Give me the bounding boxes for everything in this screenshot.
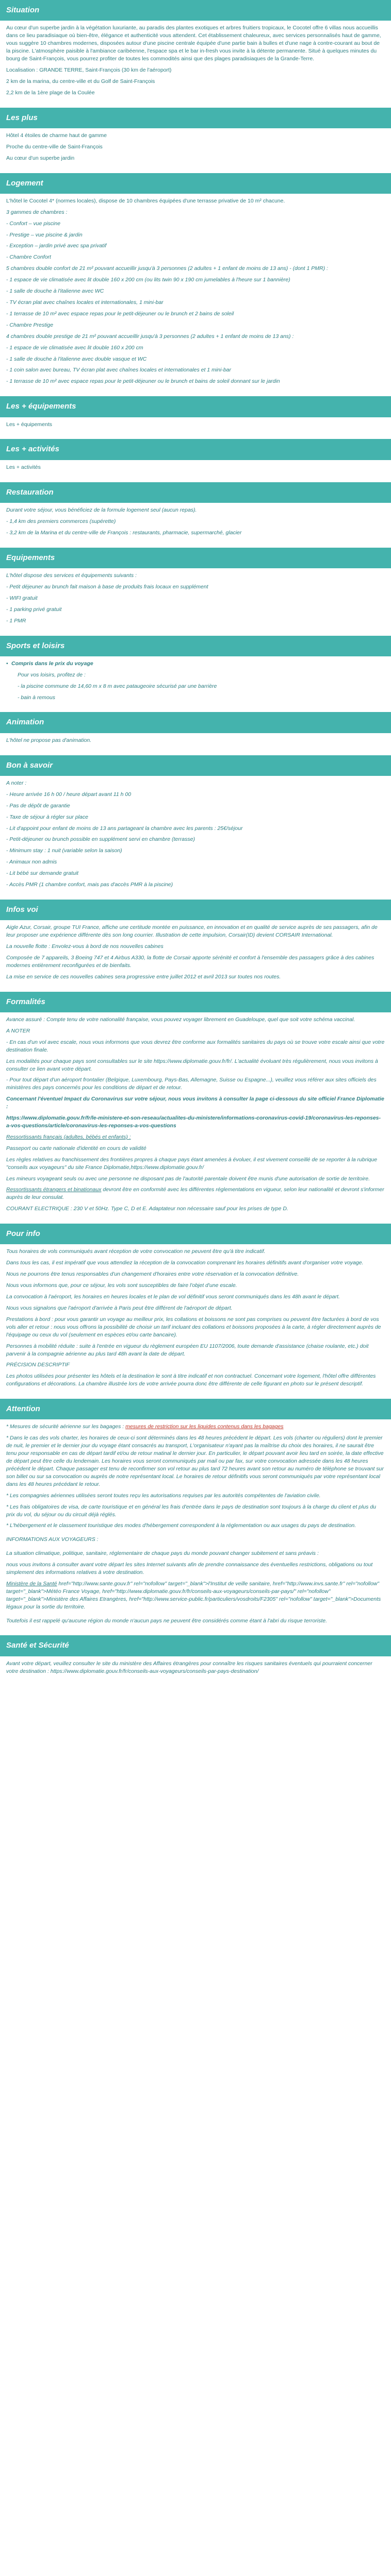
sports-item: - la piscine commune de 14,60 m x 8 m avec pataugeoire sécurisé par une barrière xyxy=(18,683,217,689)
logement-intro: L'hôtel le Cocotel 4* (normes locales), dispose de 10 chambres équipées d'une terrasse privative de 10 m² chacune. xyxy=(6,197,285,204)
prestige-line: - 1 terrasse de 10 m² avec espace repas pour le petit-déjeuner ou le brunch et bains de soleil donnant sur le jardin xyxy=(6,378,280,385)
plus-item: Proche du centre-ville de Saint-François xyxy=(6,143,103,150)
restauration-section xyxy=(0,482,391,548)
attention-bagages-text: * Mesures de sécurité aérienne sur les bagages : xyxy=(6,1423,124,1430)
equipements-title: Equipements xyxy=(0,548,391,568)
formalites-paragraph: Les modalités pour chaque pays sont consultables sur le site https://www.diplomatie.gouv.fr/fr/. L'actualité évoluant très régulièrement, nous vous invitons à consulter ce lien avant votre départ. xyxy=(6,1058,378,1072)
pour-info-section xyxy=(0,1224,391,1399)
bon-section xyxy=(0,755,391,900)
room-category: - Confort – vue piscine xyxy=(6,220,61,227)
localisation-line: Localisation : GRANDE TERRE, Saint-François (30 km de l'aéroport) xyxy=(6,66,172,73)
formalites-paragraph: - En cas d'un vol avec escale, nous vous informons que vous devrez être conforme aux formalités sanitaires du pays où se trouve votre escale ainsi que votre destination finale. xyxy=(6,1039,385,1053)
equipements-plus-title: Les + équipements xyxy=(0,396,391,417)
formalites-section xyxy=(0,992,391,1224)
sports-sublist xyxy=(6,671,385,702)
restauration-line: - 3,2 km de la Marina et du centre-ville de François : restaurants, pharmacie, supermarché, glacier xyxy=(6,529,242,536)
activites-plus-body: Les + activités xyxy=(6,464,41,470)
bon-line: - Heure arrivée 16 h 00 / heure départ avant 11 h 00 xyxy=(6,791,132,798)
infos-paragraph: Composée de 7 appareils, 3 Boeing 747 et 4 Airbus A330, la flotte de Corsair apporte sérénité et confort à l'ensemble des passagers grâce à des cabines modernes entièrement reconfigurées et de bienfaits. xyxy=(6,955,374,969)
coronavirus-notice: Concernant l'éventuel Impact du Coronavirus sur votre séjour, nous vous invitons à consulter la page ci-dessous du site officiel France Diplomatie : xyxy=(6,1096,384,1110)
confort-title: - Chambre Confort xyxy=(6,254,51,261)
sports-sub-intro: Pour vos loisirs, profitez de : xyxy=(18,671,86,678)
bon-line: - Pas de dépôt de garantie xyxy=(6,802,70,809)
bon-line: - Petit-déjeuner ou brunch possible en supplément servi en chambre (terrasse) xyxy=(6,836,195,843)
pour-info-paragraph: Prestations à bord : pour vous garantir un voyage au meilleur prix, les collations et boissons ne sont pas comprises ou peuvent être facturées à bord de vos vols aller et retour : nous vous offrons la possibilité de choisir un tarif incluant des collations et boissons proposées à la carte, à régler directement auprès de l'équipage ou ceux du vol (seulement en espèces et/ou carte bancaire). xyxy=(6,1316,381,1338)
etrangers-title: Ressortissants étrangers et binationaux xyxy=(6,1187,102,1193)
pour-info-paragraph: Tous horaires de vols communiqués avant réception de votre convocation ne peuvent être qu'à titre indicatif. xyxy=(6,1248,266,1255)
sports-included-label: Compris dans le prix du voyage xyxy=(11,660,93,667)
bon-line: - Animaux non admis xyxy=(6,859,57,866)
plus-item: Hôtel 4 étoiles de charme haut de gamme xyxy=(6,132,107,139)
ministere-links-text: href="http://www.sante.gouv.fr" rel="nofollow" target="_blank">l'Institut de veille sanitaire, href="http://www.invs.sante.fr" rel="nofollow" target="_blank">Météo France Voyage, href="http://www.diplomatie.gouv.fr/fr/conseils-aux-voyageurs/conseils-par-pays/" rel="nofollow" target="_blank">Ministère des Affaires Etrangères, href="http://www.service-public.fr/particuliers/vosdroits/F2305" rel="nofollow" target="_blank">Documents légaux pour la sortie du territoire. xyxy=(6,1580,381,1610)
bon-line: A noter : xyxy=(6,779,27,786)
equipements-line: - Petit déjeuner au brunch fait maison à base de produits frais locaux en supplément xyxy=(6,583,208,590)
etrangers-paragraph xyxy=(6,1186,385,1201)
prestige-line: 4 chambres double prestige de 21 m² pouvant accueillir jusqu'à 3 personnes (2 adultes + 1 enfant de moins de 13 ans) : xyxy=(6,333,294,340)
confort-line: 5 chambres double confort de 21 m² pouvant accueillir jusqu'à 3 personnes (2 adultes + 1 enfant de moins de 13 ans) - (dont 1 PMR) : xyxy=(6,265,328,272)
attention-paragraph: * L'hébergement et le classement touristique des modes d'hébergement correspondent à la réglementation ou aux usages du pays de destination. xyxy=(6,1522,356,1529)
pour-info-paragraph: Dans tous les cas, il est impératif que vous attendiez la réception de la convocation comprenant les horaires définitifs avant d'organiser votre voyage. xyxy=(6,1260,364,1266)
equipements-plus-body: Les + équipements xyxy=(6,421,53,428)
infos-section xyxy=(0,900,391,992)
sante-paragraph: Avant votre départ, veuillez consulter le site du ministère des Affaires étrangères pour connaître les risques sanitaires éventuels qui pourraient concerner votre destination : https://www.diplomatie.gouv.fr/fr/conseils-aux-voyageurs/conseils-par-pays-destination/ xyxy=(6,1660,372,1674)
attention-section xyxy=(0,1399,391,1635)
pour-info-paragraph: La convocation à l'aéroport, les horaires en heures locales et le plan de vol définitif vous seront communiqués dans les 48h avant le départ. xyxy=(6,1294,340,1300)
attention-paragraph: * Les frais obligatoires de visa, de carte touristique et en général les frais d'entrée dans le pays de destination sont toujours à la charge du client et plus du prix du vol, du séjour ou du circuit déjà réglés. xyxy=(6,1503,377,1518)
logement-title: Logement xyxy=(0,173,391,194)
situation-description: Au cœur d'un superbe jardin à la végétation luxuriante, au paradis des plantes exotiques et arbres fruitiers tropicaux, le Cocotel offre 6 villas nous accueillis dans ce lieu paradisiaque où bien-être, élégance et authenticité vous attendent. Cet établissement chaleureux, avec services personnalisés haut de gamme, vous suggère 10 chambres modernes, disposées autour d'une piscine centrale équipée d'une partie bain à bulles et d'une nage à contre-courant au bout de la piscine. L'atmosphère paisible à l'ambiance caribéenne, l'espace spa et le bar in-fresh vous invite à la détente permanente. Situé à quelques minutes du bourg de Saint-François, vous pourrez profiter de toutes les commodités ainsi que des plages paradisiaques de la Grande-Terre. xyxy=(6,25,381,62)
logement-section xyxy=(0,173,391,397)
etrangers-text: devront être en conformité avec les différentes réglementations en vigueur, selon leur nationalité et devront s'informer auprès de leur consulat. xyxy=(6,1187,384,1201)
attention-paragraph: * Les compagnies aériennes utilisées seront toutes reçu les autorisations requises par les autorités compétentes de l'aviation civile. xyxy=(6,1492,321,1499)
bon-title: Bon à savoir xyxy=(0,755,391,776)
infos-title: Infos voi xyxy=(0,900,391,920)
animation-title: Animation xyxy=(0,712,391,733)
marina-distance: 2 km de la marina, du centre-ville et du Golf de Saint-François xyxy=(6,78,155,84)
attention-title: Attention xyxy=(0,1399,391,1419)
bon-line: - Minimum stay : 1 nuit (variable selon la saison) xyxy=(6,848,122,854)
equipements-intro: L'hôtel dispose des services et équipements suivants : xyxy=(6,572,137,579)
restauration-intro: Durant votre séjour, vous bénéficiez de la formule logement seul (aucun repas). xyxy=(6,506,197,513)
bon-line: - Accès PMR (1 chambre confort, mais pas d'accès PMR à la piscine) xyxy=(6,882,173,888)
coronavirus-link[interactable]: https://www.diplomatie.gouv.fr/fr/le-ministere-et-son-reseau/actualites-du-ministere/informations-coronavirus-covid-19/coronavirus-les-reponses-a-vos-questions/article/coronavirus-les-reponses-a-vos-questions xyxy=(6,1115,381,1129)
infos-paragraph: La nouvelle flotte : Envolez-vous à bord de nos nouvelles cabines xyxy=(6,943,164,950)
prestige-title: - Chambre Prestige xyxy=(6,321,54,328)
activites-plus-title: Les + activités xyxy=(0,439,391,460)
plus-title: Les plus xyxy=(0,108,391,128)
ressortissants-title: Ressortissants français (adultes, bébés et enfants) : xyxy=(6,1133,131,1140)
pour-info-paragraph: Les photos utilisées pour présenter les hôtels et la destination le sont à titre indicatif et non contractuel. Concernant votre logement, l'hôtel offre différentes configurations et décorations. La chambre illustrée lors de votre arrivée pourra donc être différente de celle figurant en photo sur le présent descriptif. xyxy=(6,1373,376,1387)
animation-section xyxy=(0,712,391,755)
restauration-line: - 1,4 km des premiers commerces (supérette) xyxy=(6,518,116,524)
plus-section xyxy=(0,108,391,173)
room-category: - Exception – jardin privé avec spa privatif xyxy=(6,243,107,249)
formalites-note-title: A NOTER xyxy=(6,1027,30,1034)
sports-title: Sports et loisirs xyxy=(0,636,391,656)
precision-title: PRÉCISION DESCRIPTIF xyxy=(6,1362,70,1368)
plus-item: Au cœur d'un superbe jardin xyxy=(6,155,75,161)
equipements-line: - 1 PMR xyxy=(6,617,26,624)
bon-line: - Lit bébé sur demande gratuit xyxy=(6,870,79,877)
situation-section xyxy=(0,0,391,108)
bon-line: - Lit d'appoint pour enfant de moins de 13 ans partageant la chambre avec les parents : 25€/séjour xyxy=(6,825,243,832)
sports-item: - bain à remous xyxy=(18,694,55,701)
restauration-title: Restauration xyxy=(0,482,391,503)
formalites-paragraph: Passeport ou carte nationale d'identité en cours de validité xyxy=(6,1145,146,1151)
infos-paragraph: Aigle Azur, Corsair, groupe TUI France, affiche une certitude montée en puissance, en innovation et en qualité de service auprès de ses passagers, afin de leur proposer une expérience différente dès son long courrier. Illustration de cette impulsion, Corsair(ID) devient CORSAIR International. xyxy=(6,924,378,939)
pour-info-paragraph: Nous vous informons que, pour ce séjour, les vols sont susceptibles de faire l'objet d'une escale. xyxy=(6,1282,237,1289)
sports-section xyxy=(0,636,391,713)
sports-included-item xyxy=(6,660,385,668)
liquides-link[interactable]: mesures de restriction sur les liquides contenus dans les bagages xyxy=(125,1423,284,1430)
infos-paragraph: La mise en service de ces nouvelles cabines sera progressive entre juillet 2012 et avril 2013 sur toutes nos routes. xyxy=(6,973,281,980)
ministere-links xyxy=(6,1580,385,1611)
confort-line: - 1 espace de vie climatisée avec lit double 160 x 200 cm (ou lits twin 90 x 190 cm jumelables à l'heure sur 1 bannière) xyxy=(6,277,290,283)
attention-paragraph: nous vous invitons à consulter avant votre départ les sites Internet suivants afin de prendre connaissance des éventuelles restrictions, obligations ou tout simplement des informations relatives à votre destination. xyxy=(6,1562,373,1576)
courant-electrique: COURANT ELECTRIQUE : 230 V et 50Hz. Type C, D et E. Adaptateur non nécessaire sauf pour les prises de type D. xyxy=(6,1206,288,1212)
ministere-sante-link[interactable]: Ministère de la Santé xyxy=(6,1580,57,1587)
beach-distance: 2,2 km de la 1ère plage de la Coulée xyxy=(6,89,95,96)
pour-info-paragraph: Personnes à mobilité réduite : suite à l'entrée en vigueur du règlement européen EU 1107/2006, toute demande d'assistance (chaise roulante, etc.) doit parvenir à la compagnie aérienne au plus tard 48h avant la date de départ. xyxy=(6,1343,369,1357)
prestige-line: - 1 espace de vie climatisée avec lit double 160 x 200 cm xyxy=(6,344,143,351)
attention-paragraph: * Dans le cas des vols charter, les horaires de ceux-ci sont déterminés dans les 48 heures précédent le départ. Les vols (charter ou réguliers) dont le premier de nuit, le premier et le dernier jour du voyage étant consacrés au transport, L'organisateur n'ayant pas la maîtrise du choix des horaires, il ne saurait être tenu pour responsable en cas de départ tardif et/ou de retour matinal le dernier jour. En particulier, le départ pouvant avoir lieu tard en soirée, la date effective de départ peut être celle du lendemain. Les horaires vous seront communiqués par mail ou par fax, sur votre convocation adressée dans les 48 heures précédent le départ. Chaque passager est tenu de reconfirmer son vol retour au plus tard 72 heures avant son retour au numéro de téléphone se trouvant sur son billet ou sur sa convocation ou auprès de notre représentant local. Le horaires de retour définitifs vous seront communiqués par votre représentant local dans les 48 heures précédant le retour. xyxy=(6,1435,384,1487)
sante-title: Santé et Sécurité xyxy=(0,1635,391,1656)
pour-info-paragraph: Nous vous signalons que l'aéroport d'arrivée à Paris peut être différent de l'aéroport de départ. xyxy=(6,1304,233,1311)
pour-info-paragraph: Nous ne pourrons être tenus responsables d'un changement d'horaires entre votre réservation et la convocation définitive. xyxy=(6,1271,299,1278)
bon-line: - Taxe de séjour à régler sur place xyxy=(6,814,88,820)
prestige-line: - 1 coin salon avec bureau, TV écran plat avec chaînes locales et internationales et 1 mini-bar xyxy=(6,367,231,374)
equipements-line: - WIFI gratuit xyxy=(6,595,38,601)
formalites-paragraph: Les règles relatives au franchissement des frontières propres à chaque pays étant amenées à évoluer, il est vivement conseillé de se reporter à la rubrique "conseils aux voyageurs" du site France Diplomatie,https://www.diplomatie.gouv.fr/ xyxy=(6,1156,378,1171)
equipements-plus-section xyxy=(0,396,391,439)
terrorisme-notice: Toutefois il est rappelé qu'aucune région du monde n'aucun pays ne peuvent être considérés comme étant à l'abri du risque terroriste. xyxy=(6,1617,328,1624)
formalites-paragraph: Les mineurs voyageant seuls ou avec une personne ne disposant pas de l'autorité parentale doivent être munis d'une autorisation de sortie de territoire. xyxy=(6,1175,370,1182)
pour-info-title: Pour info xyxy=(0,1224,391,1244)
formalites-paragraph: Avance assuré : Compte tenu de votre nationalité française, vous pouvez voyager librement en Guadeloupe, quel que soit votre schéma vaccinal. xyxy=(6,1016,355,1023)
formalites-title: Formalités xyxy=(0,992,391,1012)
room-category: - Prestige – vue piscine & jardin xyxy=(6,231,83,238)
prestige-line: - 1 salle de douche à l'italienne avec double vasque et WC xyxy=(6,355,147,362)
animation-body: L'hôtel ne propose pas d'animation. xyxy=(6,737,92,743)
equipements-section xyxy=(0,548,391,636)
bullet-icon: • xyxy=(6,660,8,667)
confort-line: - 1 salle de douche à l'italienne avec WC xyxy=(6,288,104,295)
voyageurs-title: INFORMATIONS AUX VOYAGEURS : xyxy=(6,1536,99,1543)
activites-plus-section xyxy=(0,439,391,482)
equipements-line: - 1 parking privé gratuit xyxy=(6,606,62,613)
formalites-paragraph: - Pour tout départ d'un aéroport frontalier (Belgique, Luxembourg, Pays-Bas, Allemagne, Suisse ou Espagne...), veuillez vous référer aux sites officiels des ministères des pays concernés pour les conditions de départ et de retour. xyxy=(6,1077,377,1091)
attention-bagages xyxy=(6,1423,385,1431)
confort-line: - 1 terrasse de 10 m² avec espace repas pour le petit-déjeuner ou le brunch et 2 bains de soleil xyxy=(6,310,234,317)
confort-line: - TV écran plat avec chaînes locales et internationales, 1 mini-bar xyxy=(6,299,164,306)
situation-title: Situation xyxy=(0,0,391,21)
room-categories-intro: 3 gammes de chambres : xyxy=(6,209,68,215)
attention-paragraph: La situation climatique, politique, sanitaire, réglementaire de chaque pays du monde pouvant changer subitement et sans préavis : xyxy=(6,1550,319,1557)
sante-section xyxy=(0,1635,391,1686)
